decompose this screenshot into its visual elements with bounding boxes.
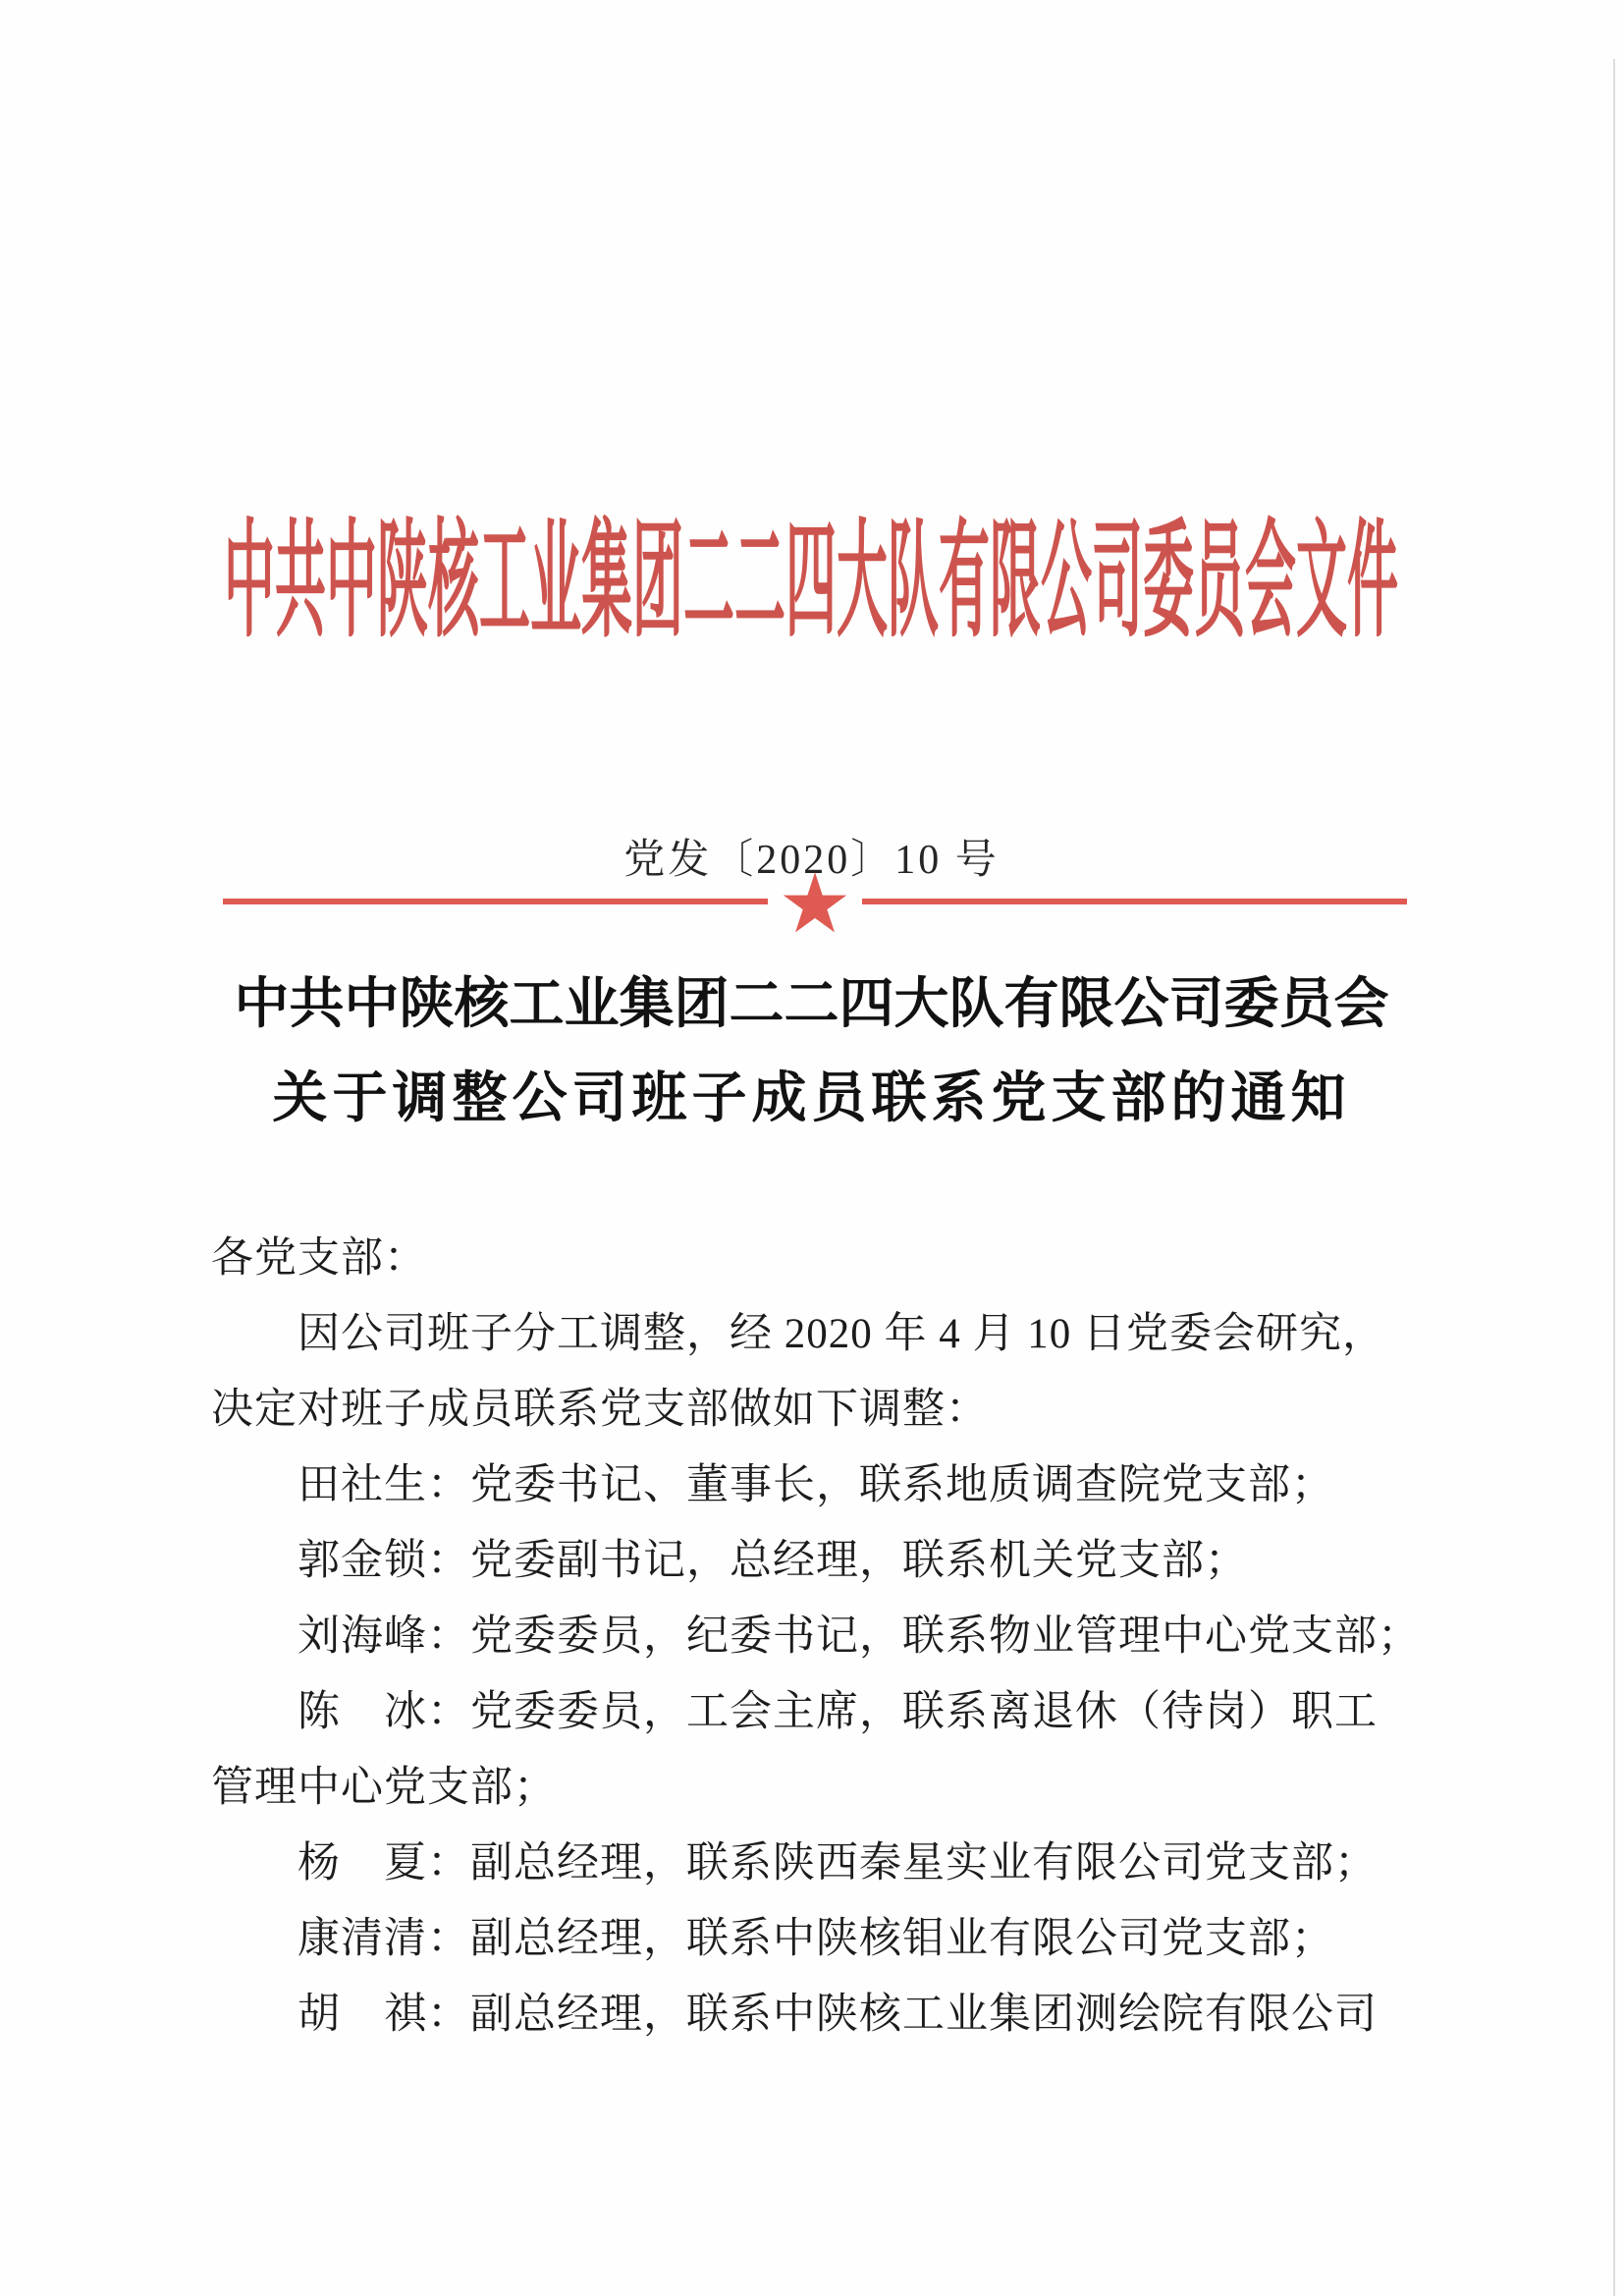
body-line: 康清清：副总经理，联系中陕核钼业有限公司党支部； — [298, 1916, 1334, 1962]
body-line: 决定对班子成员联系党支部做如下调整： — [211, 1387, 989, 1433]
body-line: 胡 祺：副总经理，联系中陕核工业集团测绘院有限公司 — [298, 1992, 1378, 2038]
scan-edge-line — [1613, 59, 1615, 2296]
body-line: 陈 冰：党委委员，工会主席，联系离退休（待岗）职工 — [298, 1689, 1378, 1735]
star-icon: ★ — [778, 855, 852, 952]
body-line-salutation: 各党支部： — [211, 1235, 427, 1282]
body-line: 杨 夏：副总经理，联系陕西秦星实业有限公司党支部； — [298, 1840, 1378, 1886]
body-line: 因公司班子分工调整，经 2020 年 4 月 10 日党委会研究， — [298, 1311, 1385, 1357]
body-line: 刘海峰：党委委员，纪委书记，联系物业管理中心党支部； — [298, 1613, 1421, 1660]
body-line: 郭金锁：党委副书记，总经理，联系机关党支部； — [298, 1538, 1248, 1584]
body-line: 管理中心党支部； — [211, 1765, 557, 1811]
document-title-line-2: 关于调整公司班子成员联系党支部的通知 — [272, 1068, 1351, 1129]
document-title-line-1: 中共中陕核工业集团二二四大队有限公司委员会 — [234, 974, 1389, 1035]
document-title — [0, 957, 1623, 1146]
document-masthead: 中共中陕核工业集团二二四大队有限公司委员会文件 — [224, 512, 1399, 653]
divider-line-left — [223, 899, 768, 904]
divider-line-right — [862, 899, 1407, 904]
body-line: 田社生：党委书记、董事长，联系地质调查院党支部； — [298, 1462, 1334, 1508]
document-body — [211, 1221, 1429, 2052]
document-number: 党发〔2020〕10 号 — [623, 838, 1000, 883]
